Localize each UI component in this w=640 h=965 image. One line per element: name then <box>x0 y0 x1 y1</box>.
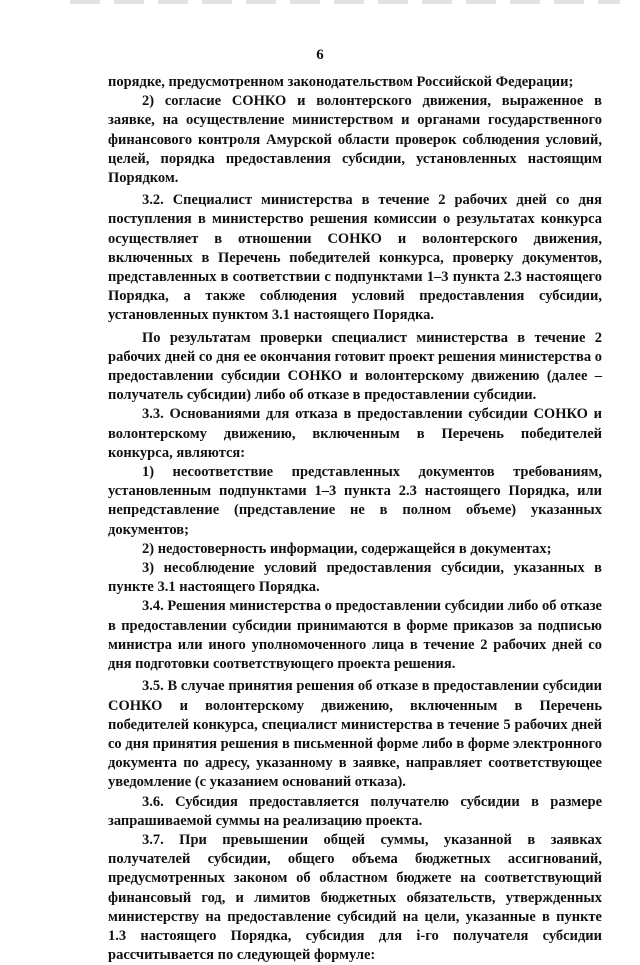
paragraph-3-7: 3.7. При превышении общей суммы, указанной в заявках получателей субсидии, общего объема бюджетных ассигнований, предусмотренных законом об областном бюджете на соответствующий финансовый год, и лимитов бюджетных обязательств, утвержденных министерству на предоставление субсидий на цели, указанные в пункте 1.3 настоящего Порядка, субсидия для i-го получателя субсидии рассчитывается по следующей формуле: <box>108 831 602 964</box>
paragraph-check-results: По результатам проверки специалист министерства в течение 2 рабочих дней со дня ее окончания готовит проект решения министерства о предоставлении субсидии СОНКО и волонтерскому движению (далее – получатель субсидии) либо об отказе в предоставлении субсидии. <box>108 329 602 404</box>
document-body <box>108 73 602 965</box>
paragraph-3-3: 3.3. Основаниями для отказа в предоставлении субсидии СОНКО и волонтерскому движению, включенным в Перечень победителей конкурса, являются: <box>108 406 602 461</box>
paragraph-continuation: порядке, предусмотренном законодательством Российской Федерации; <box>108 74 574 90</box>
paragraph-consent: 2) согласие СОНКО и волонтерского движения, выраженное в заявке, на осуществление министерством и органами государственного финансового контроля Амурской области проверок соблюдения условий, целей, порядка предоставления субсидии, установленных настоящим Порядком. <box>108 93 602 187</box>
paragraph-3-2: 3.2. Специалист министерства в течение 2 рабочих дней со дня поступления в министерство решения комиссии о результатах конкурса осуществляет в отношении СОНКО и волонтерского движения, включенных в Перечень победителей конкурса, проверку документов, представленных в соответствии с подпунктами 1–3 пункта 2.3 настоящего Порядка, а также соблюдения условий предоставления субсидии, установленных пунктом 3.1 настоящего Порядка. <box>108 192 602 324</box>
paragraph-3-6: 3.6. Субсидия предоставляется получателю субсидии в размере запрашиваемой суммы на реализацию проекта. <box>108 793 602 829</box>
paragraph-3-4: 3.4. Решения министерства о предоставлении субсидии либо об отказе в предоставлении субсидии принимаются в форме приказов за подписью министра или иного уполномоченного лица в течение 2 рабочих дней со дня подготовки соответствующего проекта решения. <box>108 598 602 673</box>
list-item-1: 1) несоответствие представленных документов требованиям, установленным подпунктами 1–3 пункта 2.3 настоящего Порядка, или непредставление (представление не в полном объеме) указанных документов; <box>108 464 602 538</box>
scan-edge-artifact <box>70 0 620 4</box>
list-item-3: 3) несоблюдение условий предоставления субсидии, указанных в пункте 3.1 настоящего Порядка. <box>108 560 602 596</box>
list-item-2: 2) недостоверность информации, содержащейся в документах; <box>142 540 552 557</box>
paragraph-3-5: 3.5. В случае принятия решения об отказе в предоставлении субсидии СОНКО и волонтерскому движению, включенным в Перечень победителей конкурса, специалист министерства в течение 5 рабочих дней со дня принятия решения в письменной форме либо в форме электронного документа по адресу, указанному в заявке, направляет соответствующее уведомление (с указанием оснований отказа). <box>108 678 602 791</box>
page-number: 6 <box>316 47 324 63</box>
